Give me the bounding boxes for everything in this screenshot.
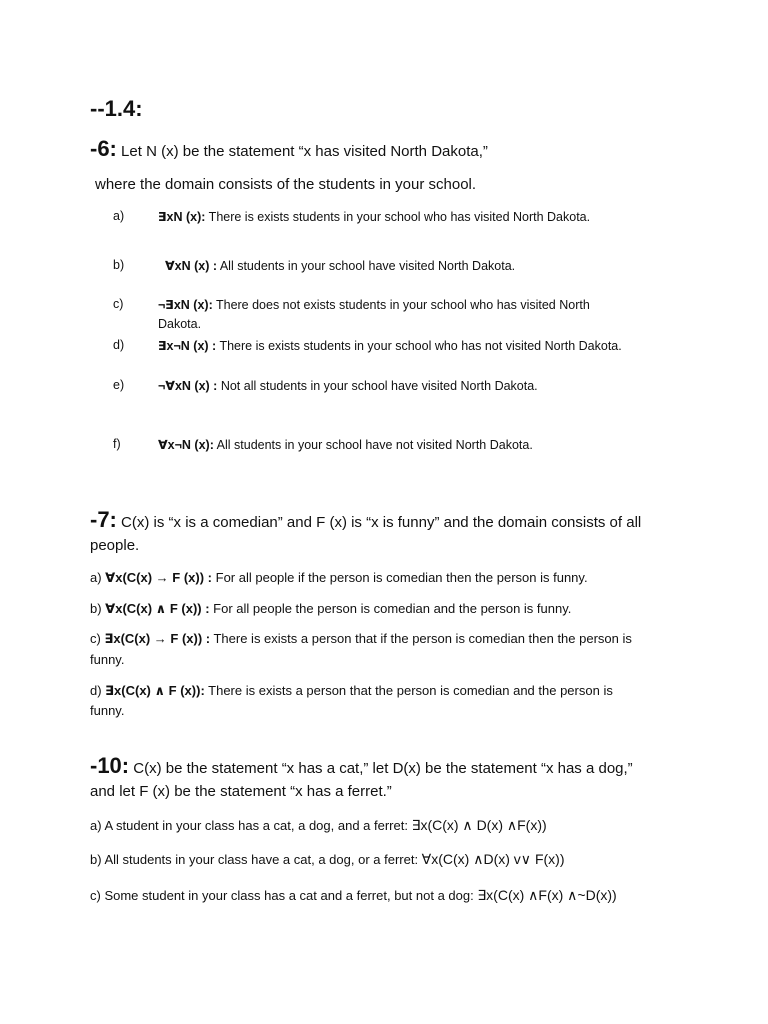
item-label: f): [113, 437, 121, 451]
problem-10-intro: [90, 754, 633, 781]
problem-6-item-f: [158, 437, 533, 452]
problem-10-line2: and let F (x) be the statement “x has a ferret.”: [90, 783, 392, 800]
item-text: Not all students in your school have visited North Dakota.: [217, 379, 538, 393]
problem-10-number: -10:: [90, 753, 130, 778]
item-label: c): [113, 297, 124, 311]
item-text: c) Some student in your class has a cat and a ferret, but not a dog:: [90, 888, 478, 903]
item-text: b) All students in your class have a cat, a dog, or a ferret:: [90, 852, 422, 867]
problem-7-intro: [90, 508, 641, 535]
problem-6-line2: where the domain consists of the students in your school.: [95, 176, 477, 193]
item-prefix: d): [90, 683, 106, 698]
problem-7-item-c: [90, 629, 632, 649]
problem-6-line1: Let N (x) be the statement “x has visited North Dakota,”: [116, 143, 488, 160]
problem-6-number: -6:: [90, 136, 117, 161]
item-text: There does not exists students in your school who has visited North: [212, 298, 590, 312]
item-formula: ∀x(C(x) ∧D(x) v∨ F(x)): [421, 851, 565, 867]
item-text: a) A student in your class has a cat, a dog, and a ferret:: [90, 818, 412, 833]
item-formula: ∃x(C(x) ∧ F (x)):: [105, 683, 205, 698]
item-formula: ¬∀xN (x) :: [158, 379, 218, 393]
item-text: There is exists students in your school who has not visited North Dakota.: [216, 339, 622, 353]
problem-6-item-a: [158, 209, 590, 224]
problem-6-item-d: [158, 338, 622, 353]
problem-10-item-b: [90, 849, 564, 870]
problem-6-item-c: [158, 297, 590, 312]
item-formula: ∃x(C(x) ∧ D(x) ∧F(x)): [411, 817, 547, 833]
item-formula: ¬∃xN (x):: [158, 298, 213, 312]
problem-10-item-a: [90, 815, 547, 836]
item-formula: ∃xN (x):: [158, 210, 206, 224]
item-text: All students in your school have visited North Dakota.: [217, 259, 516, 273]
item-text: There is exists a person that if the person is comedian then the person is: [210, 631, 632, 646]
problem-7-item-d: [90, 681, 613, 701]
item-prefix: b): [90, 601, 106, 616]
item-text: There is exists a person that the person is comedian and the person is: [204, 683, 613, 698]
problem-7-item-b: [90, 599, 571, 619]
item-label: a): [113, 209, 125, 223]
item-text: All students in your school have not visited North Dakota.: [213, 438, 533, 452]
item-text: For all people the person is comedian and the person is funny.: [209, 601, 572, 616]
item-formula: ∀x(C(x) → F (x)) :: [105, 570, 213, 585]
item-text-continued: Dakota.: [158, 317, 202, 331]
problem-10-line1: C(x) be the statement “x has a cat,” let D(x) be the statement “x has a dog,”: [129, 760, 633, 777]
section-heading: --1.4:: [90, 96, 143, 121]
item-text: For all people if the person is comedian then the person is funny.: [212, 570, 588, 585]
problem-7-number: -7:: [90, 507, 117, 532]
problem-7-line2: people.: [90, 537, 140, 554]
item-formula: ∃x(C(x) ∧F(x) ∧~D(x)): [477, 887, 617, 903]
item-text-continued: funny.: [90, 703, 125, 718]
item-formula: ∀xN (x) :: [165, 259, 218, 273]
problem-6-intro: [90, 136, 488, 162]
item-prefix: c): [90, 631, 105, 646]
item-formula: ∃x¬N (x) :: [158, 339, 217, 353]
item-formula: ∃x(C(x) → F (x)) :: [104, 631, 211, 646]
problem-6-item-b: [165, 258, 515, 273]
problem-6-item-e: [158, 378, 538, 393]
item-label: b): [113, 258, 125, 272]
item-prefix: a): [90, 570, 106, 585]
item-text: There is exists students in your school who has visited North Dakota.: [205, 210, 591, 224]
item-text-continued: funny.: [90, 652, 125, 667]
item-label: e): [113, 378, 125, 392]
problem-7-line1: C(x) is “x is a comedian” and F (x) is “x is funny” and the domain consists of all: [116, 514, 642, 531]
item-label: d): [113, 338, 125, 352]
problem-7-item-a: [90, 568, 588, 588]
item-formula: ∀x¬N (x):: [158, 438, 214, 452]
problem-10-item-c: [90, 885, 617, 906]
item-formula: ∀x(C(x) ∧ F (x)) :: [105, 601, 210, 616]
